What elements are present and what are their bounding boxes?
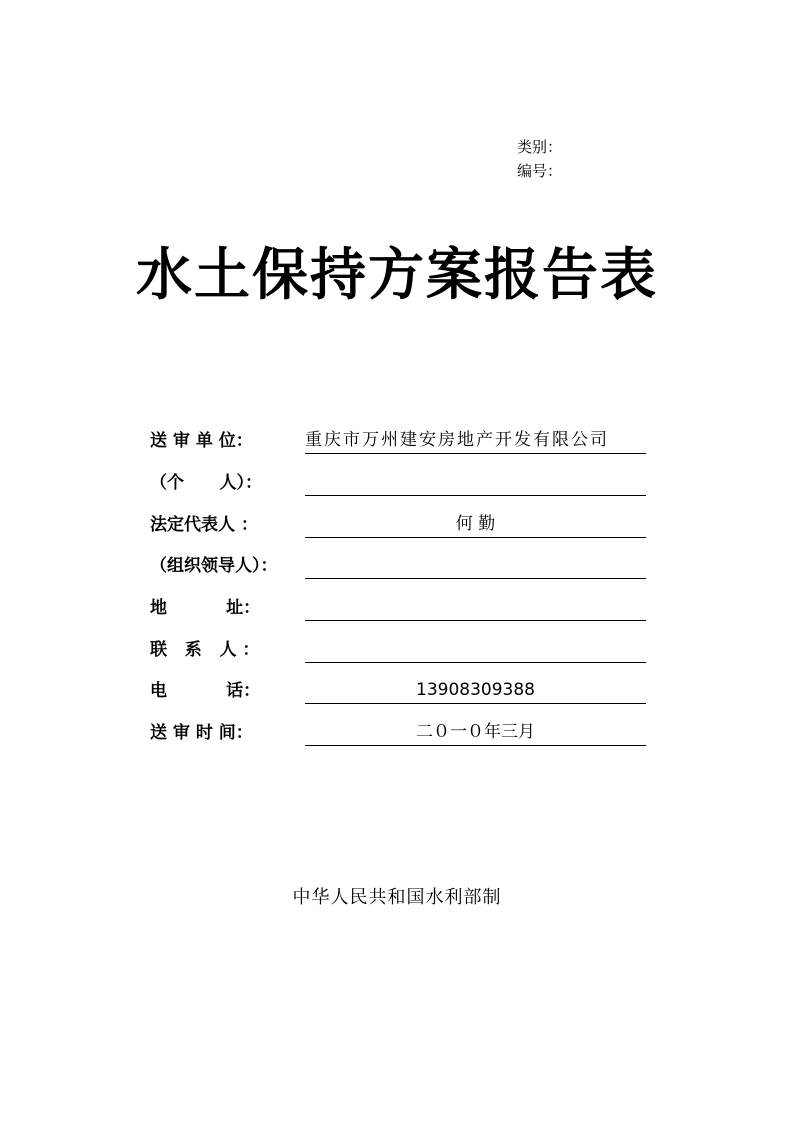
document-title: 水土保持方案报告表 (136, 243, 658, 308)
field-row-submitting-unit (150, 424, 650, 454)
field-line-phone (305, 677, 646, 704)
field-row-address (150, 591, 650, 621)
field-row-organization-leader (150, 549, 650, 579)
field-line-submission-date (305, 719, 646, 746)
field-row-contact-person (150, 633, 650, 663)
field-row-submission-date (150, 716, 650, 746)
number-label: 编号： (517, 162, 563, 180)
field-label-submission-date: 送 审 时 间： (150, 723, 253, 743)
field-value-legal-representative: 何 勤 (455, 514, 496, 534)
field-value-phone: 13908309388 (416, 680, 535, 700)
field-label-organization-leader: （组织领导人）： (150, 556, 278, 576)
field-label-contact-person: 联 系 人 ： (150, 640, 260, 660)
field-row-individual (150, 466, 650, 496)
field-label-phone: 电 话： (150, 681, 261, 701)
field-value-submission-date: 二０一０年三月 (416, 722, 535, 742)
field-line-contact-person (305, 636, 646, 663)
issuer: 中华人民共和国水利部制 (292, 887, 502, 908)
field-label-address: 地 址： (150, 598, 261, 618)
category-label: 类别： (517, 138, 563, 156)
field-row-legal-representative (150, 508, 650, 538)
field-value-submitting-unit: 重庆市万州建安房地产开发有限公司 (305, 430, 609, 450)
field-label-submitting-unit: 送 审 单 位： (150, 431, 253, 451)
field-label-legal-representative: 法定代表人 ： (150, 515, 258, 535)
field-row-phone (150, 674, 650, 704)
field-line-submitting-unit (305, 427, 646, 454)
field-line-address (305, 594, 646, 621)
field-line-organization-leader (305, 552, 646, 579)
field-line-individual (305, 469, 646, 496)
field-label-individual: （个 人）： (150, 473, 263, 493)
field-line-legal-representative (305, 511, 646, 538)
